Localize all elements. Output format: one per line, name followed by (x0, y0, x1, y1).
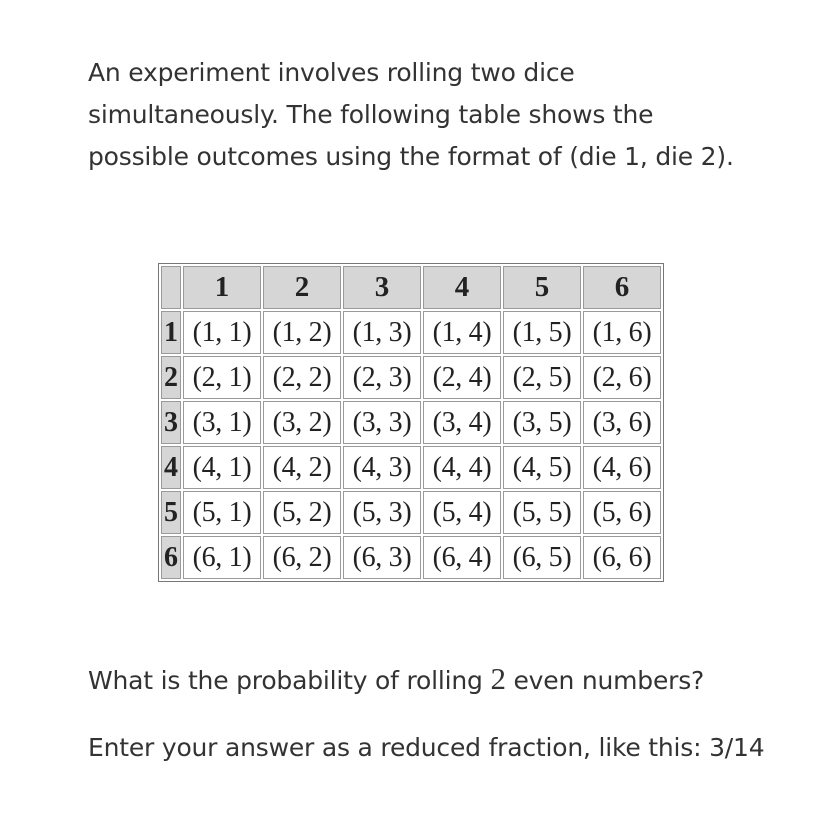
table-row (161, 311, 661, 354)
column-header: 6 (583, 266, 661, 309)
outcomes-table-container (158, 263, 664, 582)
table-row (161, 356, 661, 399)
table-cell: (4, 3) (343, 446, 421, 489)
table-cell: (3, 5) (503, 401, 581, 444)
table-cell: (2, 4) (423, 356, 501, 399)
column-header: 1 (183, 266, 261, 309)
table-cell: (4, 5) (503, 446, 581, 489)
table-cell: (2, 3) (343, 356, 421, 399)
table-cell: (6, 6) (583, 536, 661, 579)
table-row (161, 491, 661, 534)
table-cell: (3, 4) (423, 401, 501, 444)
column-header: 5 (503, 266, 581, 309)
table-cell: (1, 4) (423, 311, 501, 354)
table-cell: (1, 3) (343, 311, 421, 354)
table-cell: (2, 5) (503, 356, 581, 399)
table-row (161, 446, 661, 489)
row-header: 1 (161, 311, 181, 354)
table-cell: (3, 2) (263, 401, 341, 444)
table-cell: (6, 5) (503, 536, 581, 579)
table-cell: (5, 6) (583, 491, 661, 534)
row-header: 2 (161, 356, 181, 399)
table-cell: (1, 2) (263, 311, 341, 354)
question-prefix: What is the probability of rolling (88, 666, 491, 695)
table-cell: (6, 1) (183, 536, 261, 579)
answer-instruction: Enter your answer as a reduced fraction, like this: 3/14 (88, 733, 765, 762)
table-cell: (1, 6) (583, 311, 661, 354)
table-cell: (5, 2) (263, 491, 341, 534)
problem-intro: An experiment involves rolling two dice simultaneously. The following table shows the possible outcomes using the format of (die 1, die 2). (88, 58, 734, 171)
table-cell: (5, 4) (423, 491, 501, 534)
table-cell: (4, 1) (183, 446, 261, 489)
table-cell: (4, 2) (263, 446, 341, 489)
table-cell: (6, 3) (343, 536, 421, 579)
table-row (161, 536, 661, 579)
table-cell: (1, 1) (183, 311, 261, 354)
table-cell: (3, 6) (583, 401, 661, 444)
row-header: 4 (161, 446, 181, 489)
table-cell: (4, 4) (423, 446, 501, 489)
row-header: 6 (161, 536, 181, 579)
table-cell: (6, 2) (263, 536, 341, 579)
column-header: 2 (263, 266, 341, 309)
table-cell: (2, 6) (583, 356, 661, 399)
table-cell: (2, 2) (263, 356, 341, 399)
table-row (161, 401, 661, 444)
table-cell: (3, 1) (183, 401, 261, 444)
table-corner-cell (161, 266, 181, 309)
question-number: 2 (490, 661, 506, 696)
row-header: 3 (161, 401, 181, 444)
probability-question (88, 658, 704, 702)
table-cell: (4, 6) (583, 446, 661, 489)
question-suffix: even numbers? (505, 666, 705, 695)
table-cell: (2, 1) (183, 356, 261, 399)
column-header: 4 (423, 266, 501, 309)
table-header-row (161, 266, 661, 309)
table-cell: (6, 4) (423, 536, 501, 579)
table-cell: (5, 1) (183, 491, 261, 534)
table-cell: (5, 3) (343, 491, 421, 534)
table-cell: (1, 5) (503, 311, 581, 354)
row-header: 5 (161, 491, 181, 534)
table-cell: (5, 5) (503, 491, 581, 534)
outcomes-table (158, 263, 664, 582)
table-cell: (3, 3) (343, 401, 421, 444)
column-header: 3 (343, 266, 421, 309)
